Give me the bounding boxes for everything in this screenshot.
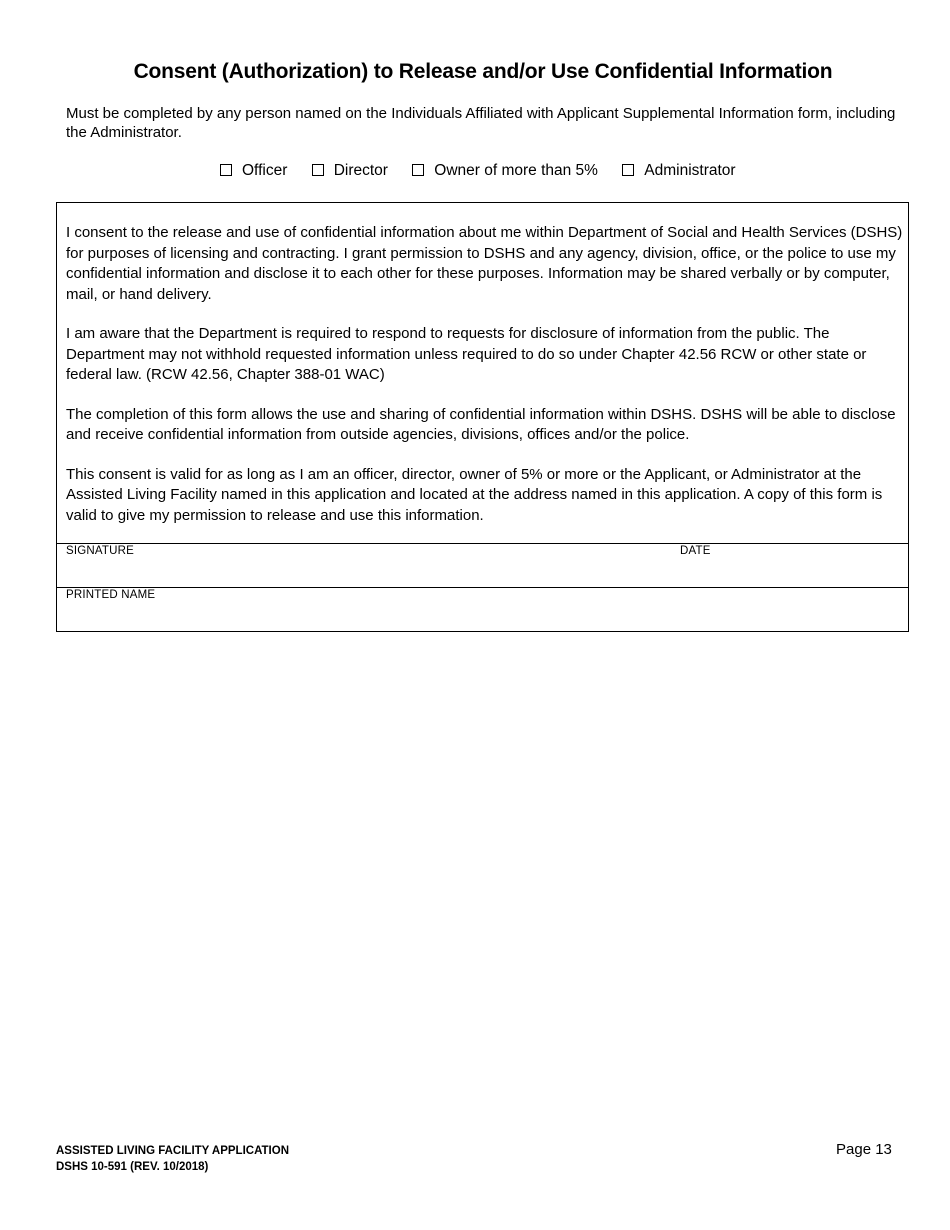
role-label: Director [333,162,388,179]
role-label: Officer [242,162,288,179]
consent-paragraph: The completion of this form allows the use and sharing of confidential information within DSHS. DSHS will be able to disclose and receive confidential information from outside agencies, divisions, offices and/or the police. [66,405,896,443]
signature-field[interactable] [66,560,666,584]
role-owner-checkbox[interactable] [412,162,598,180]
printed-name-label: PRINTED NAME [66,589,156,601]
printed-name-field[interactable] [66,604,896,628]
page-number: Page 13 [836,1141,892,1158]
role-checkbox-group [220,162,756,180]
consent-paragraph: I consent to the release and use of confidential information about me within Department of Social and Health Services (DSHS) for purposes of licensing and contracting. I grant permission to DSHS and any agency, division, office, or the police to use my confidential information and disclose it to each other for these purposes. Information may be shared verbally or by computer, mail, or hand delivery. [66,224,903,303]
role-officer-checkbox[interactable] [220,162,287,180]
consent-text [66,223,904,545]
role-label: Administrator [644,162,736,179]
date-label: DATE [680,545,711,557]
consent-paragraph: This consent is valid for as long as I am an officer, director, owner of 5% or more or the Applicant, or Administrator at the Assisted Living Facility named in this application and located at the address named in this application. A copy of this form is valid to give my permission to release and use this information. [66,465,883,524]
printed-name-row [57,587,908,632]
role-director-checkbox[interactable] [312,162,388,180]
footer-form-info [56,1143,289,1175]
checkbox-icon[interactable] [412,164,424,176]
signature-row [57,543,908,588]
consent-paragraph: I am aware that the Department is required to respond to requests for disclosure of information from the public. The Department may not withhold requested information unless required to do so under Chapter 42.56 RCW or other state or federal law. (RCW 42.56, Chapter 388-01 WAC) [66,325,867,383]
footer-form-number: DSHS 10-591 (REV. 10/2018) [56,1161,209,1173]
date-field[interactable] [680,560,900,584]
intro-text: Must be completed by any person named on the Individuals Affiliated with Applicant Supplemental Information form, including the Administrator. [66,105,896,141]
page-title: Consent (Authorization) to Release and/or Use Confidential Information [133,60,833,83]
consent-form-box [56,202,909,632]
footer-form-name: ASSISTED LIVING FACILITY APPLICATION [56,1145,289,1157]
checkbox-icon[interactable] [220,164,232,176]
checkbox-icon[interactable] [622,164,634,176]
role-administrator-checkbox[interactable] [622,162,735,180]
signature-label: SIGNATURE [66,545,135,557]
role-label: Owner of more than 5% [434,162,598,179]
checkbox-icon[interactable] [312,164,324,176]
